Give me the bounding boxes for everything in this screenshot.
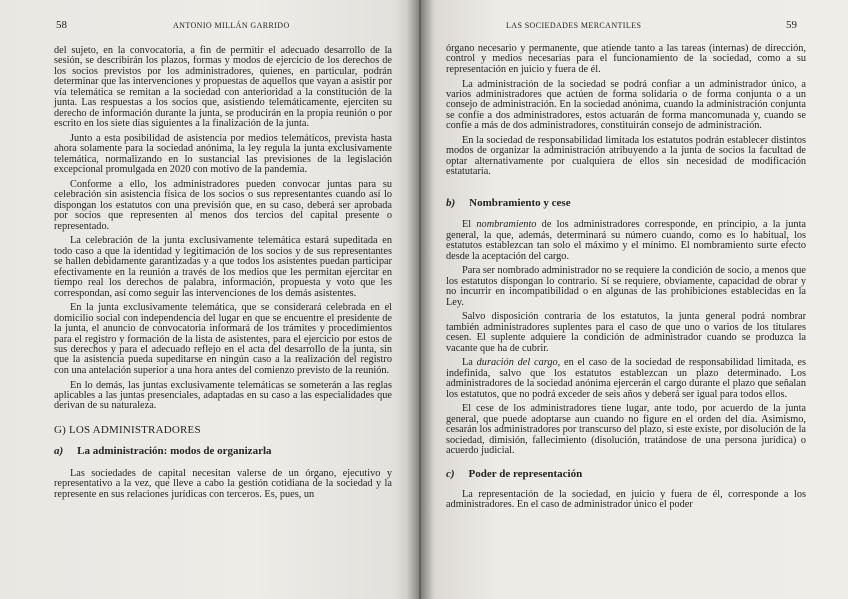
paragraph: La duración del cargo, en el caso de la sociedad de responsabilidad limitada, es indefinida, salvo que los estatutos establezcan un plazo determinado. Los administradores de la sociedad anónima ejercerán el cargo durante el plazo que señalan los estatutos, que no podrá exceder de seis años y deberá ser igual para todos ellos. — [446, 357, 806, 400]
page-number: 59 — [786, 19, 797, 31]
left-page — [0, 0, 420, 599]
paragraph: órgano necesario y permanente, que atiende tanto a las tareas (internas) de dirección, control y medios necesarias para el funcionamiento de la sociedad, como a su representación en juicio y fuera de él. — [446, 43, 806, 75]
left-text-column — [54, 46, 392, 504]
running-head: LAS SOCIEDADES MERCANTILES — [506, 21, 642, 30]
right-text-column — [446, 44, 806, 515]
paragraph: El nombramiento de los administradores corresponde, en principio, a la junta general, la que, además, determinará su número cuando, como es lo habitual, los estatutos establezcan tan solo el máximo y el mínimo. El nombramiento surte efecto desde la aceptación del cargo. — [446, 219, 806, 262]
subsection-heading-c — [446, 469, 806, 479]
italic-term: duración del cargo — [476, 357, 558, 369]
paragraph: En la sociedad de responsabilidad limitada los estatutos podrán establecer distintos modos de organizar la administración atribuyendo a la junta de socios la facultad de optar alternativamente por cualquiera de ellos sin necesidad de modificación estatutaria. — [446, 135, 806, 178]
paragraph: Conforme a ello, los administradores pueden convocar juntas para su celebración sin asistencia física de los socios o sus representantes cuando así lo dispongan los estatutos con una previsión que, en su caso, deberá ser aprobada por socios que representen al menos dos tercios del capital presente o representado. — [54, 178, 392, 232]
book-gutter — [407, 0, 433, 599]
page-number: 58 — [56, 19, 67, 31]
paragraph: Salvo disposición contraria de los estatutos, la junta general podrá nombrar también administradores suplentes para el caso de que uno o varios de los titulares cesen. El suplente adquiere la condición de administrador cuando se produzca la vacante que ha de cubrir. — [446, 311, 806, 354]
paragraph: En la junta exclusivamente telemática, que se considerará celebrada en el domicilio social con independencia del lugar en que se encuentre el presidente de la junta, el anuncio de convocatoria informará de los trámites y procedimientos para el registro y formación de la lista de asistentes, para el ejercicio por estos de sus derechos y para el adecuado reflejo en el acta del desarrollo de la junta, sin que la asistencia pueda supeditarse en ningún caso a la realización del registro con una antelación superior a una hora antes del comienzo previsto de la reunión. — [54, 302, 392, 376]
paragraph: En lo demás, las juntas exclusivamente telemáticas se someterán a las reglas aplicables a las juntas presenciales, adaptadas en su caso a las especialidades que derivan de su naturaleza. — [54, 379, 392, 412]
paragraph: Junto a esta posibilidad de asistencia por medios telemáticos, prevista hasta ahora solamente para la sociedad anónima, la ley regula la junta exclusivamente telemática, normalizando en lo sustancial las previsiones de la legislación excepcional promulgada en 2020 con motivo de la pandemia. — [54, 132, 392, 176]
section-heading: G) LOS ADMINISTRADORES — [54, 423, 201, 436]
subsection-heading-a — [54, 446, 392, 456]
paragraph: La celebración de la junta exclusivamente telemática estará supeditada en todo caso a que la identidad y legitimación de los socios y de sus representantes se hallen debidamente garantizadas y a que todos los asistentes puedan participar efectivamente en la reunión a través de los medios que les permitan ejercitar en tiempo real los derechos de palabra, información, propuesta y voto que les correspondan, así como seguir las intervenciones de los demás asistentes. — [54, 235, 392, 299]
italic-term: nombramiento — [476, 219, 537, 231]
subsection-letter: a) — [54, 445, 64, 458]
subsection-letter: c) — [446, 467, 455, 480]
subsection-title: Poder de representación — [468, 467, 583, 480]
paragraph: Las sociedades de capital necesitan valerse de un órgano, ejecutivo y representativo a la vez, que lleve a cabo la gestión cotidiana de la sociedad y la represente en sus relaciones jurídicas con terceros. Es, pues, un — [54, 467, 392, 500]
subsection-title: La administración: modos de organizarla — [77, 445, 272, 458]
right-page — [420, 0, 848, 599]
subsection-title: Nombramiento y cese — [469, 196, 571, 209]
subsection-letter: b) — [446, 196, 456, 209]
paragraph: del sujeto, en la convocatoria, a fin de permitir el adecuado desarrollo de la sesión, se describirán los plazos, formas y modos de ejercicio de los derechos de los socios previstos por los administradores, quienes, en particular, podrán determinar que las intervenciones y propuestas de aquellos que vayan a asistir por vía telemática se remitan a la sociedad con anterioridad a la constitución de la junta. Las respuestas a los socios que, asistiendo telemáticamente, ejerciten su derecho de información durante la junta, se producirán en la propia reunión o por escrito en los siete días siguientes a la finalización de la junta. — [54, 45, 392, 130]
paragraph: El cese de los administradores tiene lugar, ante todo, por acuerdo de la junta general, que puede adoptarse aun cuando no figure en el orden del día. Asimismo, cesarán los administradores por transcurso del plazo, si este existe, por disolución de la sociedad, dimisión, fallecimiento (disolución, tratándose de una persona jurídica) o acuerdo judicial. — [446, 403, 806, 457]
subsection-heading-b — [446, 198, 806, 208]
paragraph: La administración de la sociedad se podrá confiar a un administrador único, a varios administradores que actúen de forma solidaria o de forma conjunta o a un consejo de administración. En la sociedad anónima, cuando la administración conjunta se confíe a dos administradores, estos actuarán de forma mancomunada y, cuando se confíe a más de dos administradores, constituirán consejo de administración. — [446, 78, 806, 132]
paragraph: La representación de la sociedad, en juicio y fuera de él, corresponde a los administradores. En el caso de administrador único el poder — [446, 488, 806, 511]
paragraph: Para ser nombrado administrador no se requiere la condición de socio, a menos que los estatutos dispongan lo contrario. Sí se requiere, obviamente, capacidad de obrar y no incurrir en incompatibilidad o en algunas de las prohibiciones establecidas en la Ley. — [446, 265, 806, 308]
running-head: ANTONIO MILLÁN GARRIDO — [173, 21, 290, 30]
